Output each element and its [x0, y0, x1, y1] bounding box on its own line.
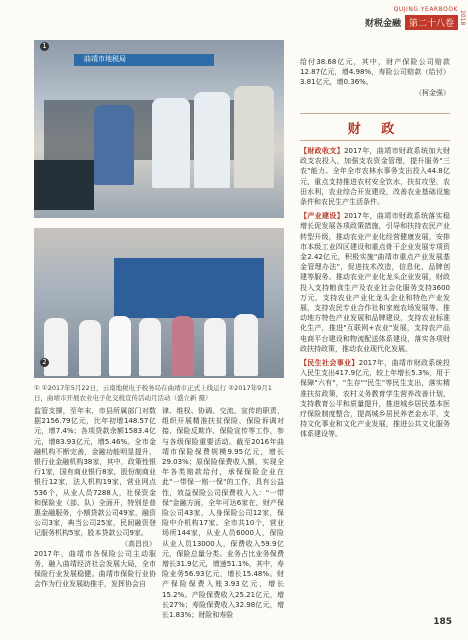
person-figure: [194, 92, 230, 188]
person-figure: [234, 86, 274, 188]
article-text: 2017年，曲靖市财政系统投入民生支出417.9亿元，较上年增长5.3%，用于保障"六有"，"生存""民生"等民生支出，落实精准扶贫政策，农村义务教育学生营养改善计划，支持教育公平和质量提升，推进城乡居民基本医疗保险制度整合，提高城乡居民养老金水平，支持文化事业和文化产业发展，推进公共文化服务体系建设等。: [300, 359, 450, 439]
paragraph: 给付38.68亿元，其中，财产保险公司赔款12.87亿元，增4.98%，寿险公司赔款（给付）3.81亿元，增0.36%。: [300, 58, 450, 87]
banner-text: 曲靖市地税局: [84, 55, 126, 63]
paragraph: 律、维权、协调、交流、宣传的职责，组织开展精准扶贫保险、保险诉调对接、保险反欺诈、保险宣传等工作，参与各级保险重要活动。截至2016年曲靖市保险保费规模9.95亿元，增长29.03%；原保险保费收入额，实现全年各类赔款给付，承保保险企业在此"一带保一赔一保"的工作，具有公益性，效益保险公司保费收入入："一带保"金融方面，全年可达6家在，财产保险公司43家，人身保险公司12家，保险中介机构17家。全市共10个，营业场所144家，从业人员6000人，保险从业人员13000人，保费收入59.9亿元，保险总量分类。业务占比业务保费增长31.9亿元，增速51.1%，其中，寿险业务56.93亿元，增长15.48%。财产保险保费入账3.93亿元，增长15.2%。产险保费收入25.21亿元，增长27%；寿险保费收入32.98亿元，增长1.83%；财险和寿险: [162, 407, 284, 620]
article-2: [300, 211, 450, 354]
article-tag: 【民生社会事业】: [300, 359, 359, 368]
chapter-title: 财 政: [300, 113, 450, 141]
person-figure: [139, 318, 161, 376]
photo-2: [34, 228, 284, 378]
page-number: 185: [433, 617, 452, 627]
person-figure: [172, 316, 194, 376]
person-figure: [152, 98, 190, 188]
photo-number-1: 1: [40, 42, 49, 51]
person-figure: [79, 320, 101, 376]
article-text: 2017年，曲靖市财政系统落实稳增长促发展各项政策措施，引导和扶持农民产业转型升级，推动农业产业化经营健康发展，安排市本级工业四区建设和重点骨干企业发展专项资金2.42亿元，积极实施"曲靖市重点产业发展基金管理办法"，促进技术改造，信息化、品牌创建等服务。推动农业产业化龙头企业发展，财政投入支持粮食生产及农业社会化服务支持3600万元，支持农业产业化龙头企业和特色产业发展，支持农民专业合作社和家庭农场发展等。推动地方特色产业发展和品牌建设，支持农业标准化生产，推进"互联网+农业"发展，支持农产品电商平台建设和物流配送体系建设，落实各项财政扶持政策，推动农业现代化发展。: [300, 212, 450, 353]
running-header: [364, 6, 466, 30]
year-label: 2018: [459, 10, 466, 26]
photo-1: [34, 40, 284, 218]
photo-area: [34, 40, 284, 380]
person-figure: [109, 316, 131, 376]
article-text: 2017年，曲靖市财政系统加大财政支农投入，加强支农资金管理，提升服务"三农"能力。全年全市农林水事务支出投入44.8亿元，重点支持推进农村安全饮水，扶贫攻坚，农田水利，农业综合开发建设，改善农业基础设施条件和农民生产生活条件。: [300, 147, 450, 207]
section-title: 财税金融: [364, 19, 401, 29]
left-column: [34, 406, 156, 590]
article-tag: 【产业建设】: [300, 212, 345, 221]
person-figure: [94, 105, 134, 185]
article-tag: 【财政收支】: [300, 147, 345, 155]
person-figure: [44, 318, 68, 376]
author-credit: （柯金强）: [415, 88, 450, 97]
paragraph: 监管支撑，至年末，市县所属部门对数据2156.79亿元，比年初增148.57亿元，增7.4%；各项贷款余额1583.4亿元，增83.93亿元，增5.46%。全市金融机构不断完善，金融功能明显提升，银行业金融机构38家，其中，政策性银行1家，国有商业银行8家，股份制商业银行12家，法人机构19家，营业网点536个，从业人员7288人，社保资金和保险业（部、队）全面开，特别是普惠金融服务，小额贷款公司49家，融资公司3家，典当公司25家，民间融资登记服务机构5家，股本贷款公司9家。: [34, 407, 156, 538]
photo-number-2: 2: [40, 358, 49, 367]
right-column-body: [300, 146, 450, 440]
computer-monitor: [34, 160, 94, 210]
section-heading: [365, 15, 458, 30]
yearbook-label: QUJING YEARBOOK: [393, 6, 458, 13]
photo-caption: ① ①2017年5月22日，云南地税电子税务局在曲靖市正式上线运行 ②2017年9月1日，曲靖市开展农业电子化交税宣传活动月活动（盛立新 摄）: [34, 384, 272, 402]
author-credit: （高昌良）: [121, 539, 156, 548]
person-figure: [234, 314, 258, 376]
paragraph: 2017年，曲靖市各保险公司主动服务，融入曲靖经济社会发展大局，全市保险行业发展稳健。曲靖市保险行业协会作为行业发展助推手，发挥协会自: [34, 549, 156, 589]
article-3: [300, 358, 450, 440]
event-banner: [114, 258, 264, 318]
person-figure: [204, 318, 226, 376]
middle-column: [162, 406, 284, 620]
article-1: [300, 146, 450, 207]
section-number: 第二十八卷: [405, 15, 458, 30]
right-column-top: [300, 57, 450, 98]
